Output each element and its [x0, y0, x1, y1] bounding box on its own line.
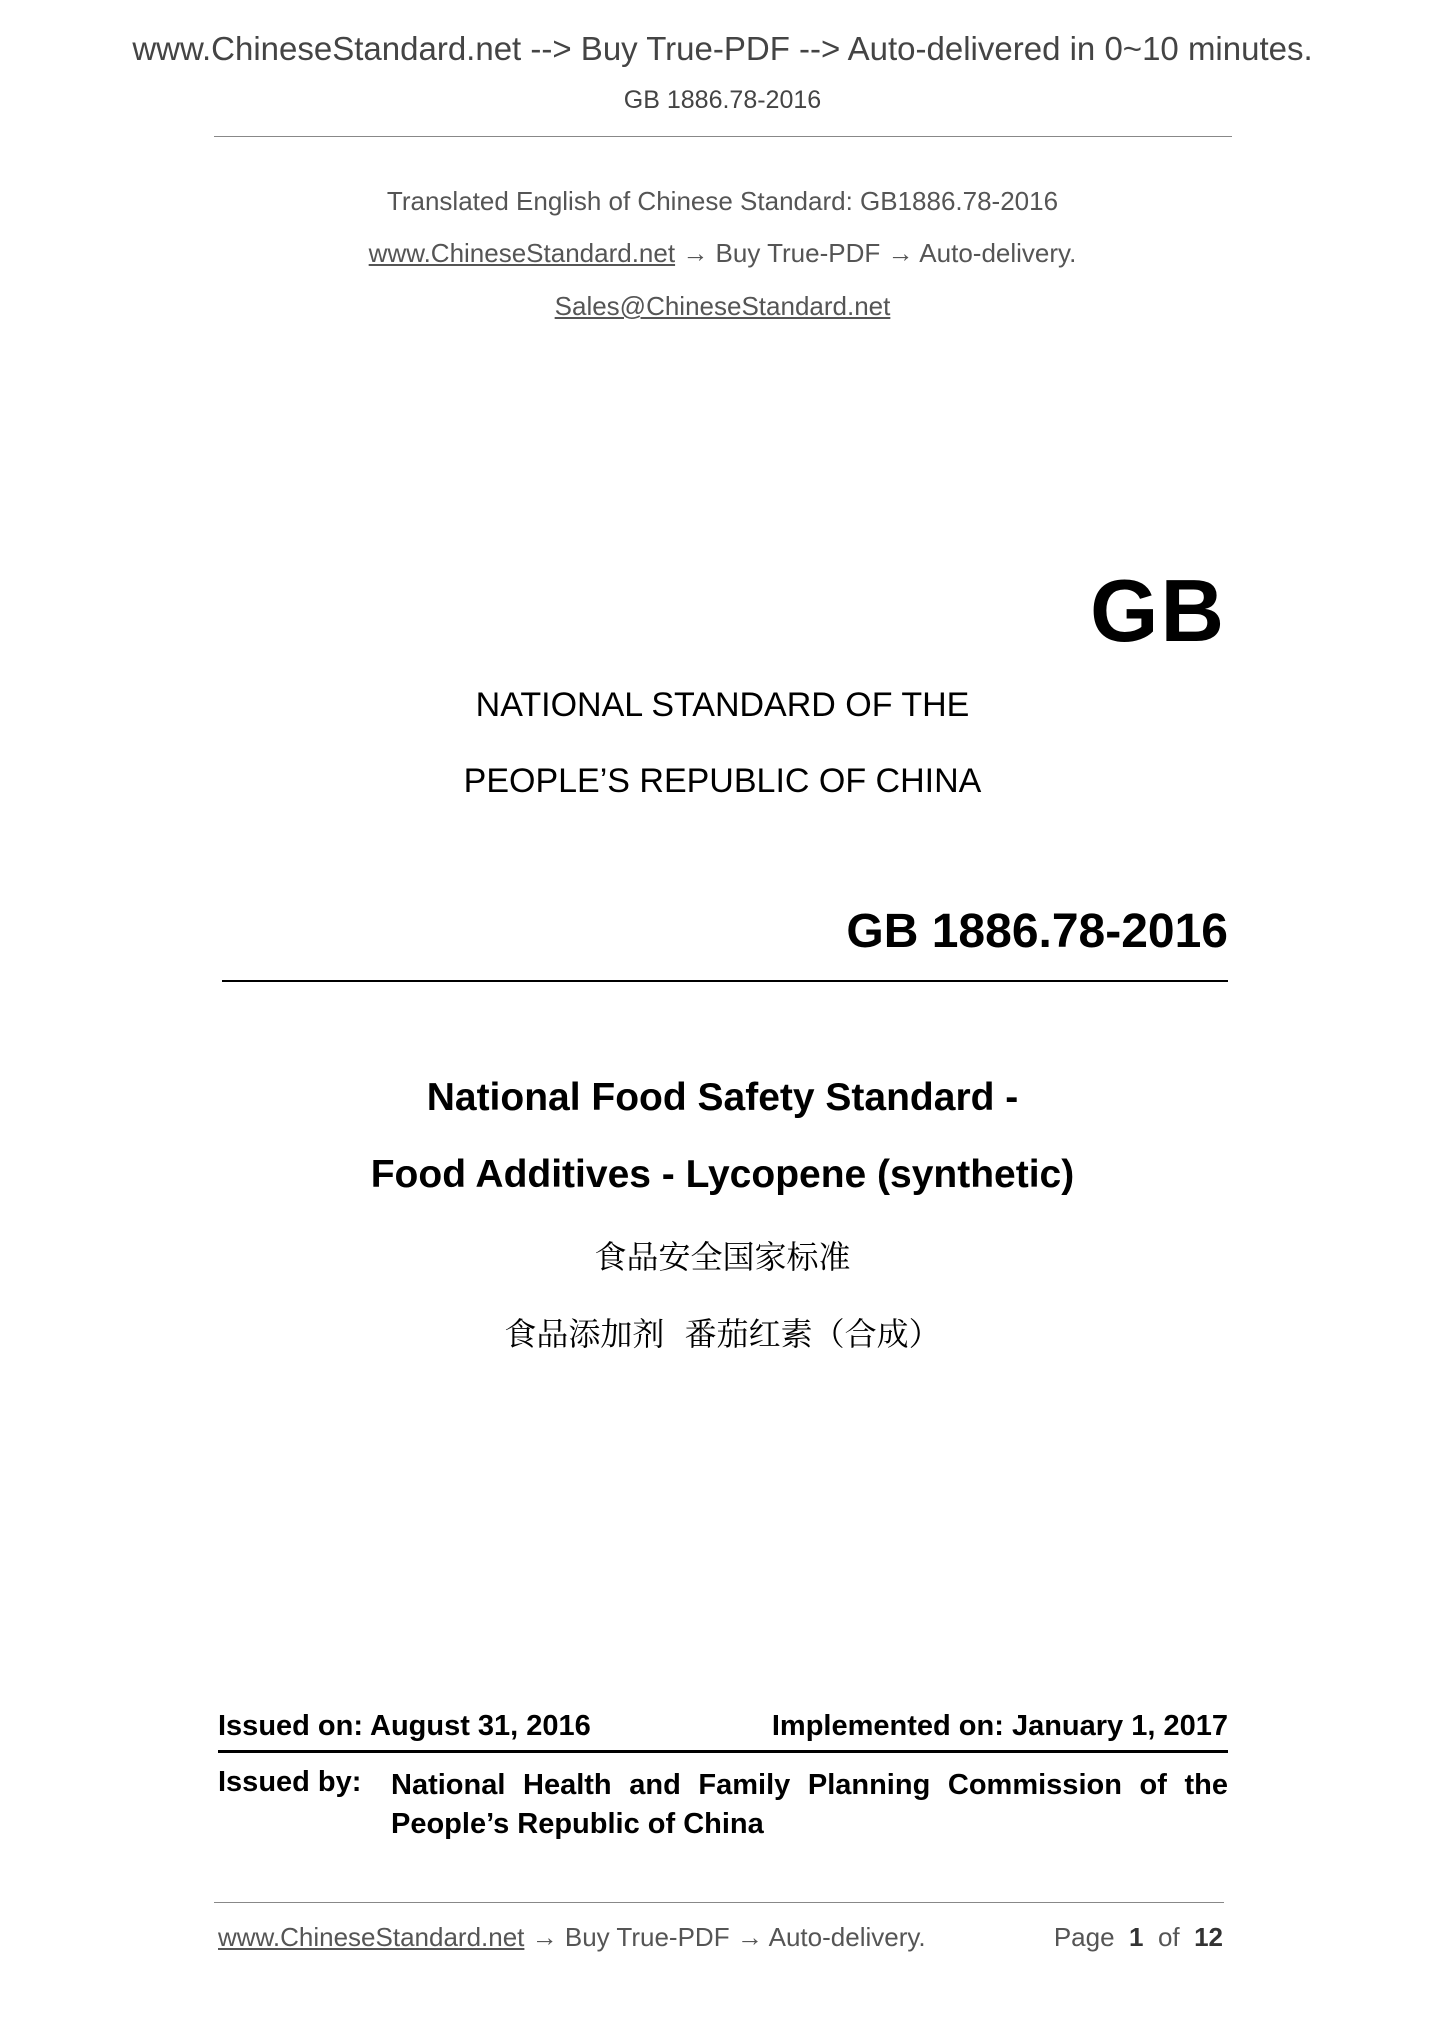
implemented-on: Implemented on: January 1, 2017 [771, 1710, 1228, 1742]
auto-delivery-text: Auto-delivery. [919, 238, 1077, 268]
header-divider [214, 136, 1232, 137]
arrow-right-icon: → [736, 1922, 763, 1952]
footer-buy-text: Buy True-PDF [564, 1922, 730, 1952]
buy-true-pdf-text: Buy True-PDF [715, 238, 881, 268]
gb-logo: GB [1090, 561, 1226, 660]
issued-by-label: Issued by: [218, 1766, 362, 1798]
title-en-line1: National Food Safety Standard - [426, 1076, 1019, 1119]
header-standard-code: GB 1886.78-2016 [623, 86, 822, 114]
national-standard-line2: PEOPLE’S REPUBLIC OF CHINA [463, 762, 982, 800]
arrow-right-icon: → [682, 238, 709, 268]
title-en-line2: Food Additives - Lycopene (synthetic) [370, 1153, 1075, 1196]
footer-delivery-text: Auto-delivery. [768, 1922, 926, 1952]
page-current: 1 [1129, 1922, 1144, 1952]
issue-divider [218, 1750, 1228, 1753]
page-label: Page [1053, 1922, 1115, 1952]
title-cn-line1: 食品安全国家标准 [594, 1238, 851, 1276]
footer-links [218, 1922, 926, 1953]
footer-divider [214, 1902, 1224, 1903]
arrow-right-icon: → [531, 1922, 558, 1952]
page-indicator [1054, 1922, 1223, 1953]
page-total: 12 [1194, 1922, 1223, 1952]
issued-on: Issued on: August 31, 2016 [218, 1710, 591, 1742]
sales-line [0, 291, 1445, 322]
footer-website-link[interactable]: www.ChineseStandard.net [218, 1922, 525, 1952]
buy-line [0, 238, 1445, 269]
sales-email-link[interactable]: Sales@ChineseStandard.net [554, 291, 891, 321]
code-divider [222, 980, 1228, 982]
translated-line: Translated English of Chinese Standard: GB1886.78-2016 [386, 186, 1059, 216]
arrow-right-icon: → [887, 238, 914, 268]
top-banner: www.ChineseStandard.net --> Buy True-PDF --> Auto-delivered in 0~10 minutes. [132, 30, 1313, 67]
title-cn-line2: 食品添加剂 番茄红素（合成） [504, 1315, 941, 1353]
page-of: of [1157, 1922, 1180, 1952]
issued-by-value: National Health and Family Planning Commission of the People’s Republic of China [391, 1769, 1228, 1840]
standard-code: GB 1886.78-2016 [846, 905, 1228, 958]
website-link[interactable]: www.ChineseStandard.net [368, 238, 676, 268]
national-standard-line1: NATIONAL STANDARD OF THE [475, 686, 970, 724]
